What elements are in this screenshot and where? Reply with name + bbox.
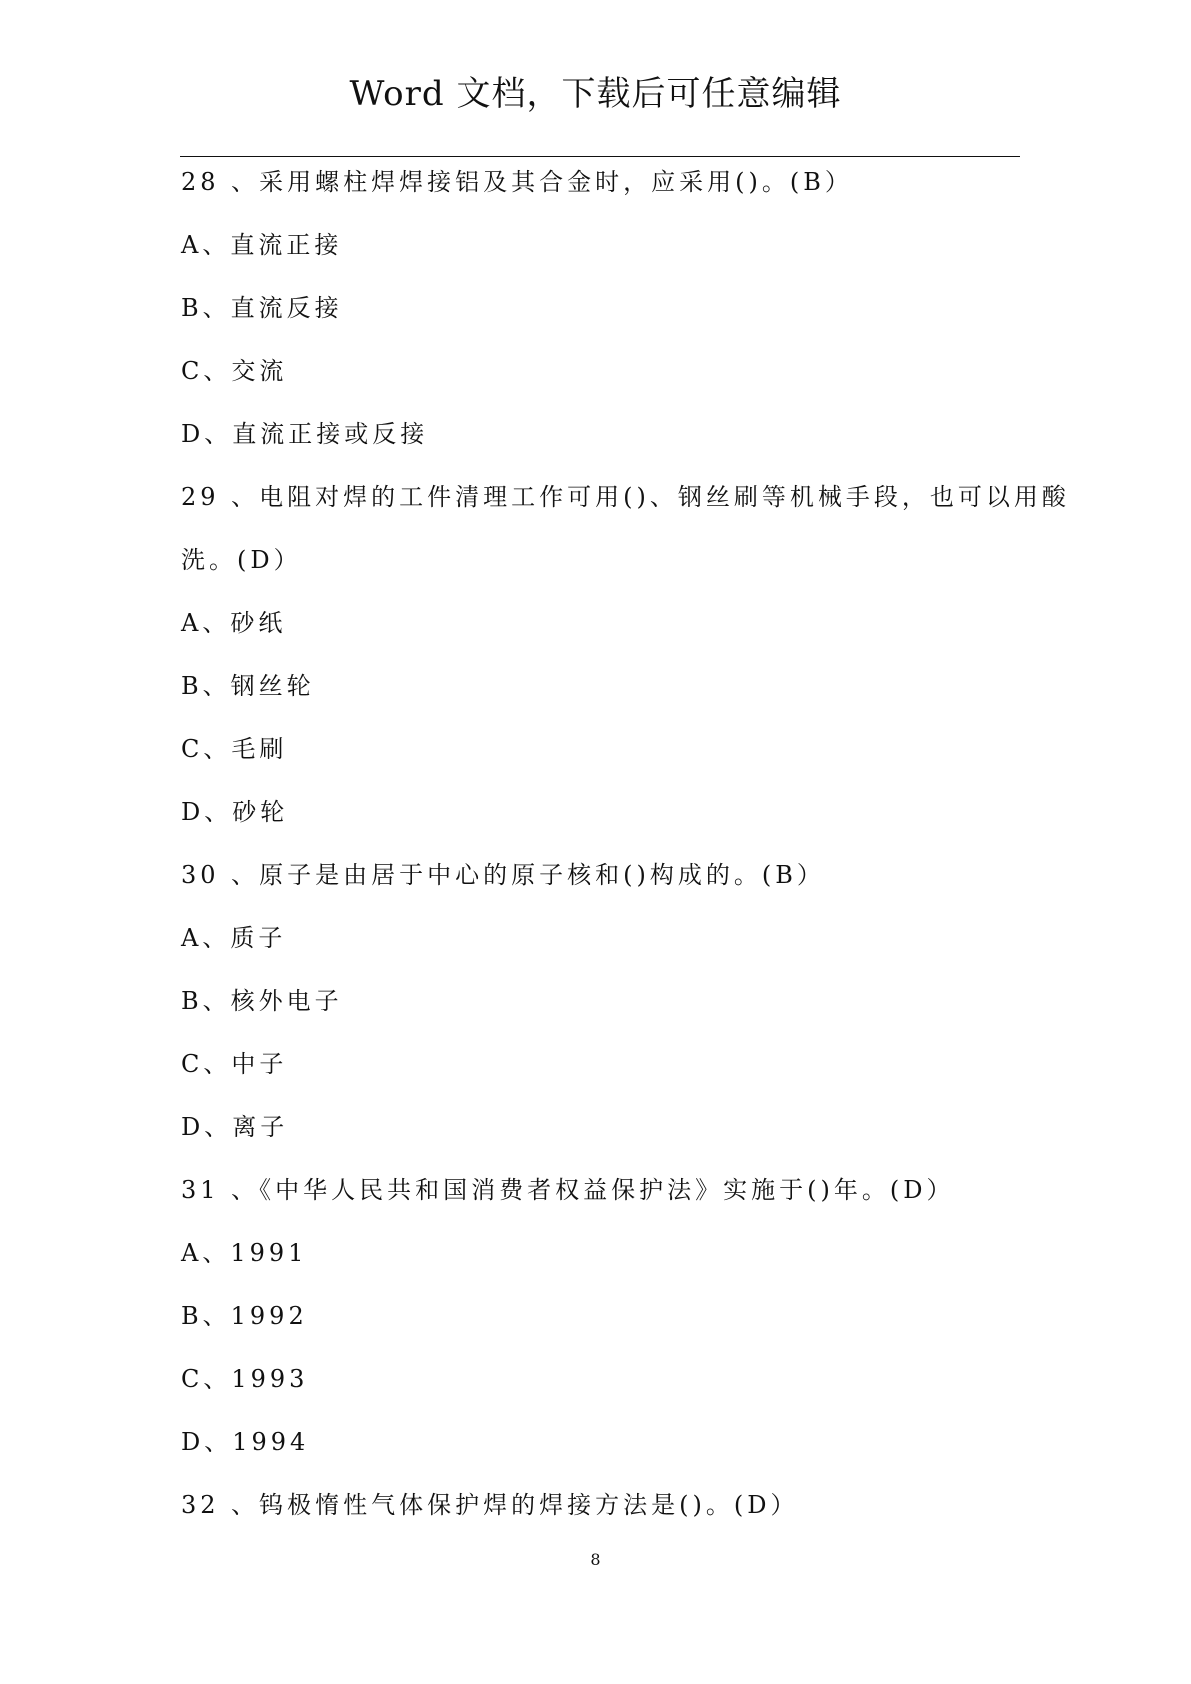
option-d: D、1994 [181,1428,310,1456]
option-a: A、1991 [181,1239,308,1267]
option-b: B、直流反接 [181,294,343,322]
option-a: A、砂纸 [181,609,287,637]
question-29-continuation: 洗。(D） [181,546,302,574]
option-c: C、1993 [181,1365,309,1393]
option-a: A、质子 [181,924,287,952]
option-d: D、直流正接或反接 [181,420,429,448]
option-b: B、1992 [181,1302,308,1330]
option-c: C、毛刷 [181,735,288,763]
option-d: D、砂轮 [181,798,289,826]
option-b: B、钢丝轮 [181,672,315,700]
question-31: 31 、《中华人民共和国消费者权益保护法》实施于()年。(D） [181,1176,955,1204]
question-30: 30 、原子是由居于中心的原子核和()构成的。(B） [181,861,825,889]
header-divider [180,156,1020,157]
option-b: B、核外电子 [181,987,343,1015]
question-29: 29 、电阻对焊的工件清理工作可用()、钢丝刷等机械手段，也可以用酸 [181,483,1070,511]
option-c: C、交流 [181,357,288,385]
page-number: 8 [590,1550,601,1569]
header-title: Word 文档，下载后可任意编辑 [349,74,842,114]
option-c: C、中子 [181,1050,288,1078]
question-32: 32 、钨极惰性气体保护焊的焊接方法是()。(D） [181,1491,799,1519]
option-d: D、离子 [181,1113,289,1141]
option-a: A、直流正接 [181,231,343,259]
question-28: 28 、采用螺柱焊焊接铝及其合金时，应采用()。(B） [181,168,853,196]
question-list [181,160,1070,1546]
